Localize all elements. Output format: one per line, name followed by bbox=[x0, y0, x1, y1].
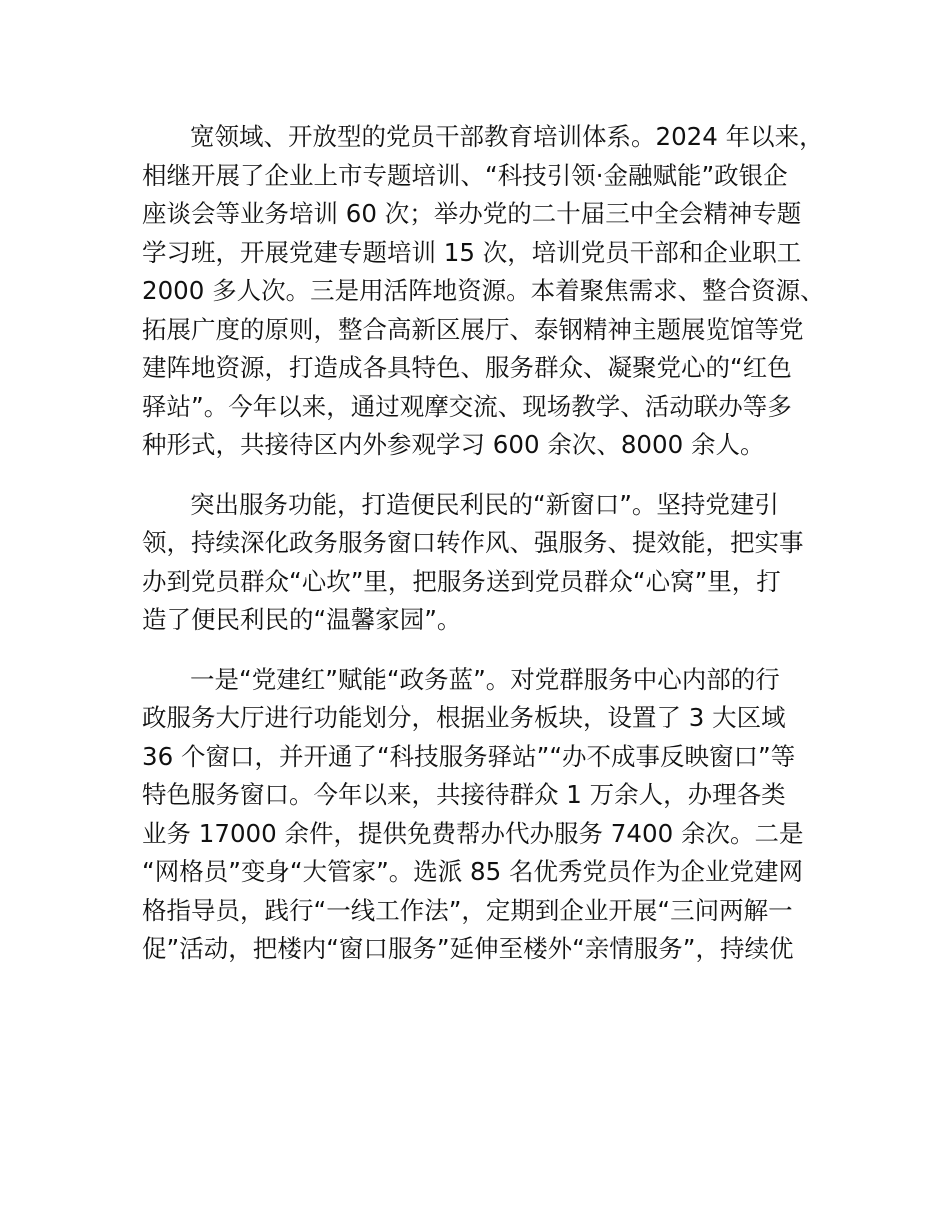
text-line: 促”活动，把楼内“窗口服务”延伸至楼外“亲情服务”，持续优 bbox=[142, 934, 794, 963]
text-line: “网格员”变身“大管家”。选派 85 名优秀党员作为企业党建网 bbox=[142, 857, 804, 886]
text-line: 种形式，共接待区内外参观学习 600 余次、8000 余人。 bbox=[142, 430, 765, 459]
text-line: 拓展广度的原则，整合高新区展厅、泰钢精神主题展览馆等党 bbox=[142, 314, 804, 344]
text-line: 2000 多人次。三是用活阵地资源。本着聚焦需求、整合资源、 bbox=[142, 276, 825, 305]
paragraph-spacer bbox=[142, 465, 822, 486]
text-line: 相继开展了企业上市专题培训、“科技引领·金融赋能”政银企 bbox=[142, 160, 788, 190]
paragraph-3 bbox=[142, 661, 822, 969]
text-line: 造了便民利民的“温馨家园”。 bbox=[142, 605, 462, 634]
text-line: 业务 17000 余件，提供免费帮办代办服务 7400 余次。二是 bbox=[142, 818, 804, 848]
text-line: 宽领域、开放型的党员干部教育培训体系。2024 年以来， bbox=[190, 122, 824, 151]
paragraph-1 bbox=[142, 118, 825, 465]
text-line: 突出服务功能，打造便民利民的“新窗口”。坚持党建引 bbox=[190, 489, 779, 519]
text-line: 学习班，开展党建专题培训 15 次，培训党员干部和企业职工 bbox=[142, 237, 802, 267]
text-line: 特色服务窗口。今年以来，共接待群众 1 万余人，办理各类 bbox=[142, 780, 786, 809]
paragraph-2 bbox=[142, 486, 822, 640]
paragraph-spacer bbox=[142, 640, 822, 661]
text-line: 驿站”。今年以来，通过观摩交流、现场教学、活动联办等多 bbox=[142, 391, 792, 421]
text-line: 座谈会等业务培训 60 次；举办党的二十届三中全会精神专题 bbox=[142, 199, 802, 228]
text-line: 建阵地资源，打造成各具特色、服务群众、凝聚党心的“红色 bbox=[142, 353, 792, 382]
text-line: 政服务大厅进行功能划分，根据业务板块，设置了 3 大区域 bbox=[142, 703, 786, 732]
text-line: 办到党员群众“心坎”里，把服务送到党员群众“心窝”里，打 bbox=[142, 566, 781, 596]
text-line: 一是“党建红”赋能“政务蓝”。对党群服务中心内部的行 bbox=[190, 664, 780, 694]
document-body bbox=[142, 118, 825, 969]
text-line: 格指导员，践行“一线工作法”，定期到企业开展“三问两解一 bbox=[142, 895, 793, 925]
text-line: 领，持续深化政务服务窗口转作风、强服务、提效能，把实事 bbox=[142, 528, 804, 557]
text-line: 36 个窗口，并开通了“科技服务驿站”“办不成事反映窗口”等 bbox=[142, 741, 796, 771]
